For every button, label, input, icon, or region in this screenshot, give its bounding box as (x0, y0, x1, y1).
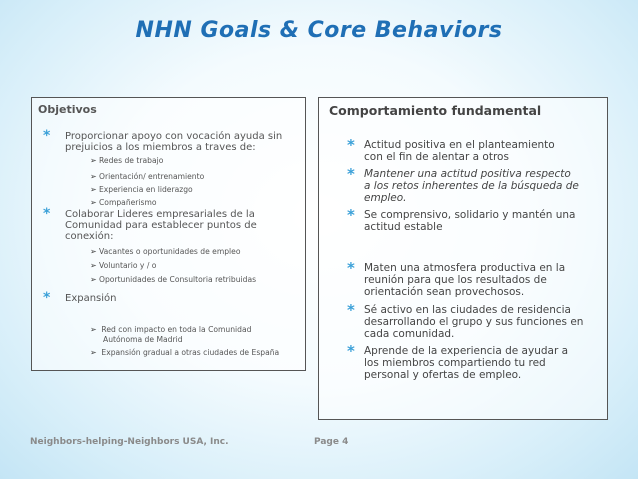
bullet-star-icon: * (43, 206, 51, 222)
objetivo-3: Expansión (65, 293, 117, 304)
arrow-bullet-icon: ➢ (90, 247, 97, 256)
arrow-bullet-icon: ➢ (90, 185, 97, 194)
sub-item: ➢ Vacantes o oportunidades de empleo (90, 247, 241, 256)
sub-item: ➢ Experiencia en liderazgo (90, 185, 193, 194)
comportamiento-6: Aprende de la experiencia de ayudar a los miembros compartiendo tu red personal y ofertas de empleo. (364, 345, 569, 381)
sub-item: ➢ Voluntario y / o (90, 261, 157, 270)
arrow-bullet-icon: ➢ (90, 325, 97, 334)
sub-item: ➢ Red con impacto en toda la Comunidad (90, 325, 252, 334)
sub-item: ➢ Oportunidades de Consultoria retribuidas (90, 275, 257, 284)
bullet-star-icon: * (347, 136, 355, 154)
arrow-bullet-icon: ➢ (90, 275, 97, 284)
comportamiento-5: Sé activo en las ciudades de residencia desarrollando el grupo y sus funciones en cada comunidad. (364, 304, 584, 340)
sub-item: ➢ Redes de trabajo (90, 156, 164, 165)
objetivo-1: Proporcionar apoyo con vocación ayuda sin prejuicios a los miembros a traves de: (65, 131, 283, 153)
comportamiento-3: Se comprensivo, solidario y mantén una actitud estable (364, 209, 576, 233)
bullet-star-icon: * (347, 301, 355, 319)
bullet-star-icon: * (43, 128, 51, 144)
slide-title: NHN Goals & Core Behaviors (135, 18, 503, 43)
comportamiento-4: Maten una atmosfera productiva en la reunión para que los resultados de orientación sean provechosos. (364, 262, 566, 298)
sub-item: ➢ Expansión gradual a otras ciudades de España (90, 348, 280, 357)
sub-item: ➢ Orientación/ entrenamiento (90, 172, 205, 181)
bullet-star-icon: * (347, 259, 355, 277)
comportamiento-1: Actitud positiva en el planteamiento con el fin de alentar a otros (364, 139, 555, 163)
arrow-bullet-icon: ➢ (90, 348, 97, 357)
bullet-star-icon: * (347, 165, 355, 183)
comportamiento-panel (318, 97, 608, 420)
objetivo-2: Colaborar Lideres empresariales de la Comunidad para establecer puntos de conexión: (65, 209, 257, 242)
footer-page-number: Page 4 (314, 437, 349, 447)
objetivos-heading: Objetivos (38, 103, 97, 116)
objetivos-panel (31, 97, 306, 371)
arrow-bullet-icon: ➢ (90, 172, 97, 181)
bullet-star-icon: * (347, 206, 355, 224)
comportamiento-2: Mantener una actitud positiva respecto a los retos inherentes de la búsqueda de empleo. (364, 168, 579, 204)
arrow-bullet-icon: ➢ (90, 198, 97, 207)
sub-item-continuation: Autónoma de Madrid (103, 335, 183, 344)
arrow-bullet-icon: ➢ (90, 261, 97, 270)
bullet-star-icon: * (43, 290, 51, 306)
arrow-bullet-icon: ➢ (90, 156, 97, 165)
comportamiento-heading: Comportamiento fundamental (329, 103, 542, 118)
bullet-star-icon: * (347, 342, 355, 360)
sub-item: ➢ Compañerismo (90, 198, 157, 207)
footer-organization: Neighbors-helping-Neighbors USA, Inc. (30, 437, 229, 447)
